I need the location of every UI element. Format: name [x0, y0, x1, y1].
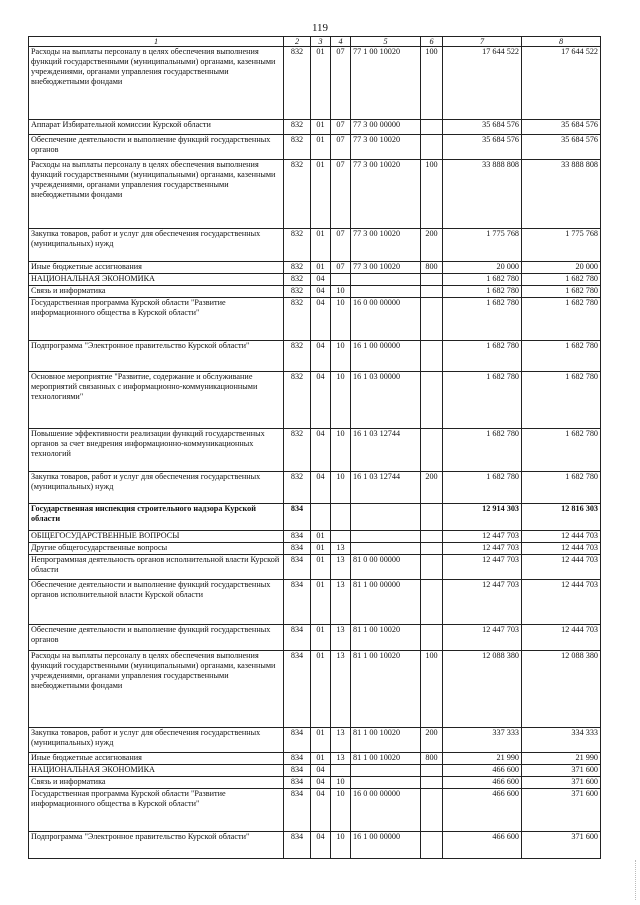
- section-code: 01: [311, 580, 331, 625]
- section-code: 04: [311, 298, 331, 341]
- target-article: 16 1 00 00000: [351, 832, 421, 859]
- table-row: [29, 472, 601, 504]
- subsection-code: 10: [331, 832, 351, 859]
- subsection-code: 13: [331, 625, 351, 651]
- ministry-code: 834: [284, 728, 311, 753]
- row-name: Подпрограмма "Электронное правительство Курской области": [29, 832, 284, 859]
- expense-type: [421, 625, 443, 651]
- row-name: Подпрограмма "Электронное правительство Курской области": [29, 341, 284, 372]
- amount-first-year: 1 682 780: [443, 429, 522, 472]
- subsection-code: 13: [331, 580, 351, 625]
- amount-first-year: 337 333: [443, 728, 522, 753]
- table-row: [29, 262, 601, 274]
- row-name: Государственная программа Курской области "Развитие информационного общества в Курской области": [29, 789, 284, 832]
- expense-type: [421, 789, 443, 832]
- amount-second-year: 1 682 780: [522, 372, 601, 429]
- ministry-code: 834: [284, 765, 311, 777]
- amount-first-year: 1 775 768: [443, 229, 522, 262]
- amount-second-year: 334 333: [522, 728, 601, 753]
- row-name: Непрограммная деятельность органов исполнительной власти Курской области: [29, 555, 284, 580]
- amount-second-year: 21 990: [522, 753, 601, 765]
- amount-second-year: 371 600: [522, 832, 601, 859]
- section-code: 04: [311, 341, 331, 372]
- row-name: Закупка товаров, работ и услуг для обеспечения государственных (муниципальных) нужд: [29, 229, 284, 262]
- ministry-code: 834: [284, 531, 311, 543]
- section-code: 01: [311, 625, 331, 651]
- ministry-code: 834: [284, 651, 311, 728]
- target-article: 81 1 00 10020: [351, 753, 421, 765]
- amount-second-year: 12 816 303: [522, 504, 601, 531]
- row-name: Государственная инспекция строительного надзора Курской области: [29, 504, 284, 531]
- expense-type: [421, 372, 443, 429]
- ministry-code: 832: [284, 341, 311, 372]
- table-row: [29, 135, 601, 160]
- ministry-code: 834: [284, 504, 311, 531]
- amount-first-year: 1 682 780: [443, 298, 522, 341]
- column-number: 3: [311, 37, 331, 47]
- expense-type: 100: [421, 651, 443, 728]
- subsection-code: 10: [331, 789, 351, 832]
- amount-second-year: 1 775 768: [522, 229, 601, 262]
- amount-second-year: 20 000: [522, 262, 601, 274]
- section-code: 04: [311, 777, 331, 789]
- amount-second-year: 371 600: [522, 789, 601, 832]
- column-number: 1: [29, 37, 284, 47]
- amount-second-year: 12 444 703: [522, 555, 601, 580]
- amount-first-year: 1 682 780: [443, 274, 522, 286]
- subsection-code: 07: [331, 229, 351, 262]
- target-article: [351, 765, 421, 777]
- row-name: Иные бюджетные ассигнования: [29, 262, 284, 274]
- ministry-code: 834: [284, 555, 311, 580]
- subsection-code: 07: [331, 120, 351, 135]
- amount-first-year: 1 682 780: [443, 472, 522, 504]
- table-row: [29, 777, 601, 789]
- amount-first-year: 17 644 522: [443, 47, 522, 120]
- subsection-code: 07: [331, 160, 351, 229]
- expense-type: [421, 429, 443, 472]
- amount-first-year: 12 088 380: [443, 651, 522, 728]
- ministry-code: 832: [284, 229, 311, 262]
- section-code: 01: [311, 651, 331, 728]
- ministry-code: 834: [284, 580, 311, 625]
- ministry-code: 832: [284, 472, 311, 504]
- amount-second-year: 17 644 522: [522, 47, 601, 120]
- amount-first-year: 33 888 808: [443, 160, 522, 229]
- ministry-code: 832: [284, 274, 311, 286]
- ministry-code: 834: [284, 543, 311, 555]
- row-name: НАЦИОНАЛЬНАЯ ЭКОНОМИКА: [29, 765, 284, 777]
- amount-second-year: 33 888 808: [522, 160, 601, 229]
- subsection-code: 13: [331, 543, 351, 555]
- amount-first-year: 12 914 303: [443, 504, 522, 531]
- section-code: 04: [311, 832, 331, 859]
- section-code: 04: [311, 472, 331, 504]
- target-article: 81 1 00 00000: [351, 580, 421, 625]
- subsection-code: 13: [331, 728, 351, 753]
- amount-first-year: 35 684 576: [443, 120, 522, 135]
- expense-type: 800: [421, 262, 443, 274]
- expense-type: [421, 765, 443, 777]
- subsection-code: 10: [331, 341, 351, 372]
- section-code: 01: [311, 120, 331, 135]
- subsection-code: 13: [331, 753, 351, 765]
- ministry-code: 832: [284, 372, 311, 429]
- target-article: 16 1 00 00000: [351, 341, 421, 372]
- table-row: [29, 504, 601, 531]
- ministry-code: 832: [284, 262, 311, 274]
- table-row: [29, 341, 601, 372]
- expense-type: [421, 135, 443, 160]
- target-article: 77 3 00 10020: [351, 229, 421, 262]
- target-article: 77 3 00 10020: [351, 135, 421, 160]
- amount-first-year: 12 447 703: [443, 531, 522, 543]
- subsection-code: 10: [331, 372, 351, 429]
- target-article: 16 1 03 12744: [351, 429, 421, 472]
- row-name: Расходы на выплаты персоналу в целях обеспечения выполнения функций государственными (муниципальными) органами, казенными учреждениями, органами управления государственными внебюджетными фондами: [29, 160, 284, 229]
- table-row: [29, 286, 601, 298]
- subsection-code: 10: [331, 429, 351, 472]
- amount-second-year: 12 444 703: [522, 580, 601, 625]
- amount-first-year: 466 600: [443, 832, 522, 859]
- amount-second-year: 371 600: [522, 777, 601, 789]
- table-row: [29, 753, 601, 765]
- expense-type: [421, 777, 443, 789]
- subsection-code: 10: [331, 472, 351, 504]
- row-name: Аппарат Избирательной комиссии Курской области: [29, 120, 284, 135]
- expense-type: [421, 555, 443, 580]
- ministry-code: 832: [284, 429, 311, 472]
- amount-second-year: 35 684 576: [522, 120, 601, 135]
- amount-first-year: 1 682 780: [443, 286, 522, 298]
- target-article: 77 3 00 00000: [351, 120, 421, 135]
- section-code: 01: [311, 47, 331, 120]
- subsection-code: 10: [331, 777, 351, 789]
- budget-table: [28, 36, 601, 859]
- column-number-row: [29, 37, 601, 47]
- row-name: Связь и информатика: [29, 286, 284, 298]
- target-article: 77 3 00 10020: [351, 160, 421, 229]
- ministry-code: 832: [284, 120, 311, 135]
- table-row: [29, 120, 601, 135]
- column-number: 8: [522, 37, 601, 47]
- section-code: 01: [311, 753, 331, 765]
- subsection-code: [331, 765, 351, 777]
- subsection-code: 13: [331, 651, 351, 728]
- amount-second-year: 1 682 780: [522, 286, 601, 298]
- target-article: 81 0 00 00000: [351, 555, 421, 580]
- row-name: Обеспечение деятельности и выполнение функций государственных органов исполнительной власти Курской области: [29, 580, 284, 625]
- table-row: [29, 789, 601, 832]
- subsection-code: 10: [331, 298, 351, 341]
- table-row: [29, 274, 601, 286]
- table-row: [29, 298, 601, 341]
- table-row: [29, 765, 601, 777]
- target-article: [351, 531, 421, 543]
- expense-type: [421, 832, 443, 859]
- ministry-code: 834: [284, 832, 311, 859]
- amount-first-year: 1 682 780: [443, 372, 522, 429]
- ministry-code: 832: [284, 298, 311, 341]
- amount-first-year: 20 000: [443, 262, 522, 274]
- target-article: 16 1 03 12744: [351, 472, 421, 504]
- expense-type: 200: [421, 229, 443, 262]
- ministry-code: 834: [284, 625, 311, 651]
- table-row: [29, 580, 601, 625]
- row-name: Связь и информатика: [29, 777, 284, 789]
- amount-first-year: 466 600: [443, 789, 522, 832]
- amount-first-year: 12 447 703: [443, 625, 522, 651]
- row-name: Обеспечение деятельности и выполнение функций государственных органов: [29, 625, 284, 651]
- section-code: 01: [311, 555, 331, 580]
- ministry-code: 832: [284, 47, 311, 120]
- table-row: [29, 728, 601, 753]
- amount-second-year: 12 444 703: [522, 625, 601, 651]
- expense-type: 200: [421, 472, 443, 504]
- section-code: 01: [311, 160, 331, 229]
- section-code: 04: [311, 765, 331, 777]
- amount-second-year: 12 444 703: [522, 531, 601, 543]
- ministry-code: 834: [284, 753, 311, 765]
- amount-first-year: 35 684 576: [443, 135, 522, 160]
- table-row: [29, 531, 601, 543]
- target-article: 81 1 00 10020: [351, 728, 421, 753]
- row-name: ОБЩЕГОСУДАРСТВЕННЫЕ ВОПРОСЫ: [29, 531, 284, 543]
- row-name: Закупка товаров, работ и услуг для обеспечения государственных (муниципальных) нужд: [29, 472, 284, 504]
- row-name: Обеспечение деятельности и выполнение функций государственных органов: [29, 135, 284, 160]
- row-name: Государственная программа Курской области "Развитие информационного общества в Курской области": [29, 298, 284, 341]
- ministry-code: 834: [284, 777, 311, 789]
- amount-first-year: 12 447 703: [443, 580, 522, 625]
- subsection-code: 07: [331, 262, 351, 274]
- target-article: 77 3 00 10020: [351, 262, 421, 274]
- amount-second-year: 1 682 780: [522, 341, 601, 372]
- target-article: 81 1 00 10020: [351, 651, 421, 728]
- expense-type: [421, 298, 443, 341]
- table-row: [29, 651, 601, 728]
- section-code: 04: [311, 274, 331, 286]
- expense-type: [421, 341, 443, 372]
- amount-second-year: 371 600: [522, 765, 601, 777]
- section-code: 01: [311, 135, 331, 160]
- expense-type: [421, 543, 443, 555]
- table-row: [29, 555, 601, 580]
- subsection-code: 07: [331, 47, 351, 120]
- table-row: [29, 543, 601, 555]
- amount-second-year: 12 444 703: [522, 543, 601, 555]
- expense-type: [421, 531, 443, 543]
- ministry-code: 832: [284, 160, 311, 229]
- ministry-code: 834: [284, 789, 311, 832]
- section-code: 04: [311, 789, 331, 832]
- expense-type: [421, 504, 443, 531]
- row-name: Другие общегосударственные вопросы: [29, 543, 284, 555]
- amount-second-year: 35 684 576: [522, 135, 601, 160]
- row-name: Расходы на выплаты персоналу в целях обеспечения выполнения функций государственными (муниципальными) органами, казенными учреждениями, органами управления государственными внебюджетными фондами: [29, 47, 284, 120]
- row-name: Иные бюджетные ассигнования: [29, 753, 284, 765]
- amount-second-year: 1 682 780: [522, 298, 601, 341]
- target-article: 16 1 03 00000: [351, 372, 421, 429]
- target-article: 16 0 00 00000: [351, 298, 421, 341]
- scan-edge-mark: [633, 860, 636, 900]
- amount-second-year: 1 682 780: [522, 274, 601, 286]
- section-code: 04: [311, 429, 331, 472]
- table-row: [29, 229, 601, 262]
- subsection-code: [331, 274, 351, 286]
- amount-first-year: 1 682 780: [443, 341, 522, 372]
- expense-type: [421, 286, 443, 298]
- section-code: [311, 504, 331, 531]
- amount-second-year: 1 682 780: [522, 429, 601, 472]
- section-code: 01: [311, 543, 331, 555]
- target-article: 16 0 00 00000: [351, 789, 421, 832]
- subsection-code: 10: [331, 286, 351, 298]
- table-row: [29, 429, 601, 472]
- subsection-code: [331, 504, 351, 531]
- expense-type: 100: [421, 160, 443, 229]
- table-row: [29, 832, 601, 859]
- column-number: 4: [331, 37, 351, 47]
- target-article: [351, 274, 421, 286]
- table-row: [29, 372, 601, 429]
- target-article: [351, 504, 421, 531]
- section-code: 01: [311, 229, 331, 262]
- column-number: 7: [443, 37, 522, 47]
- column-number: 6: [421, 37, 443, 47]
- target-article: [351, 543, 421, 555]
- amount-first-year: 12 447 703: [443, 543, 522, 555]
- row-name: НАЦИОНАЛЬНАЯ ЭКОНОМИКА: [29, 274, 284, 286]
- row-name: Основное мероприятие "Развитие, содержание и обслуживание мероприятий связанных с информационно-коммуникационными технологиями": [29, 372, 284, 429]
- subsection-code: 07: [331, 135, 351, 160]
- expense-type: 200: [421, 728, 443, 753]
- target-article: [351, 286, 421, 298]
- row-name: Повышение эффективности реализации функций государственных органов за счет внедрения информационно-коммуникационных технологий: [29, 429, 284, 472]
- table-row: [29, 625, 601, 651]
- table-row: [29, 160, 601, 229]
- amount-first-year: 21 990: [443, 753, 522, 765]
- expense-type: 800: [421, 753, 443, 765]
- section-code: 01: [311, 262, 331, 274]
- row-name: Расходы на выплаты персоналу в целях обеспечения выполнения функций государственными (муниципальными) органами, казенными учреждениями, органами управления государственными внебюджетными фондами: [29, 651, 284, 728]
- amount-first-year: 466 600: [443, 765, 522, 777]
- target-article: [351, 777, 421, 789]
- target-article: 81 1 00 10020: [351, 625, 421, 651]
- amount-first-year: 12 447 703: [443, 555, 522, 580]
- amount-second-year: 12 088 380: [522, 651, 601, 728]
- amount-second-year: 1 682 780: [522, 472, 601, 504]
- expense-type: 100: [421, 47, 443, 120]
- column-number: 2: [284, 37, 311, 47]
- expense-type: [421, 580, 443, 625]
- page-number: 119: [311, 22, 329, 34]
- expense-type: [421, 274, 443, 286]
- section-code: 04: [311, 286, 331, 298]
- section-code: 01: [311, 728, 331, 753]
- target-article: 77 1 00 10020: [351, 47, 421, 120]
- amount-first-year: 466 600: [443, 777, 522, 789]
- section-code: 01: [311, 531, 331, 543]
- subsection-code: 13: [331, 555, 351, 580]
- subsection-code: [331, 531, 351, 543]
- ministry-code: 832: [284, 286, 311, 298]
- expense-type: [421, 120, 443, 135]
- row-name: Закупка товаров, работ и услуг для обеспечения государственных (муниципальных) нужд: [29, 728, 284, 753]
- table-row: [29, 47, 601, 120]
- ministry-code: 832: [284, 135, 311, 160]
- section-code: 04: [311, 372, 331, 429]
- column-number: 5: [351, 37, 421, 47]
